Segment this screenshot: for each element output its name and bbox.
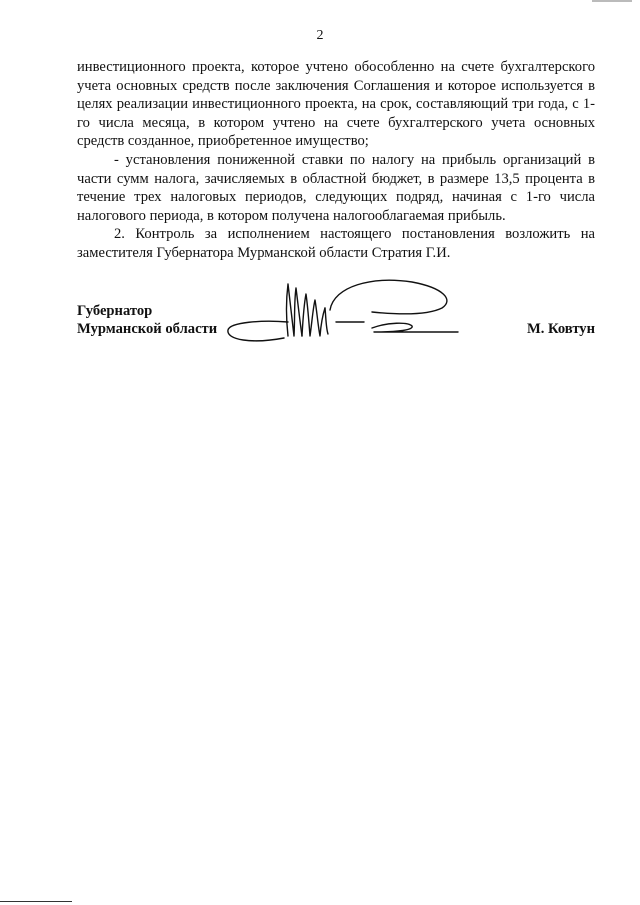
paragraph-profit-tax: - установления пониженной ставки по налогу на прибыль организаций в части сумм налога, зачисляемых в областной бюджет, в размере 13,5 процента в течение трех налоговых периодов, следующих подряд, начиная с 1-го числа налогового периода, в котором получена налогооблагаемая прибыль. [77,151,595,224]
page-number: 2 [316,28,324,43]
paragraph-control: 2. Контроль за исполнением настоящего постановления возложить на заместителя Губернатора Мурманской области Стратия Г.И. [77,226,595,261]
scan-edge-mark [592,0,632,2]
signatory-name: М. Ковтун [526,321,595,337]
scan-edge-mark-bottom [0,901,72,902]
signature-block [77,302,595,352]
document-body [77,58,595,263]
signatory-title-line2: Мурманской области [77,321,218,337]
paragraph-continuation: инвестиционного проекта, которое учтено обособленно на счете бухгалтерского учета основных средств после заключения Соглашения и которое используется в целях реализации инвестиционного проекта, на срок, составляющий три года, с 1-го числа месяца, в котором учтено на счете бухгалтерского учета основных средств созданное, приобретенное имущество; [77,59,595,150]
signatory-title-line1: Губернатор [77,303,153,319]
signatory-title [77,302,217,338]
